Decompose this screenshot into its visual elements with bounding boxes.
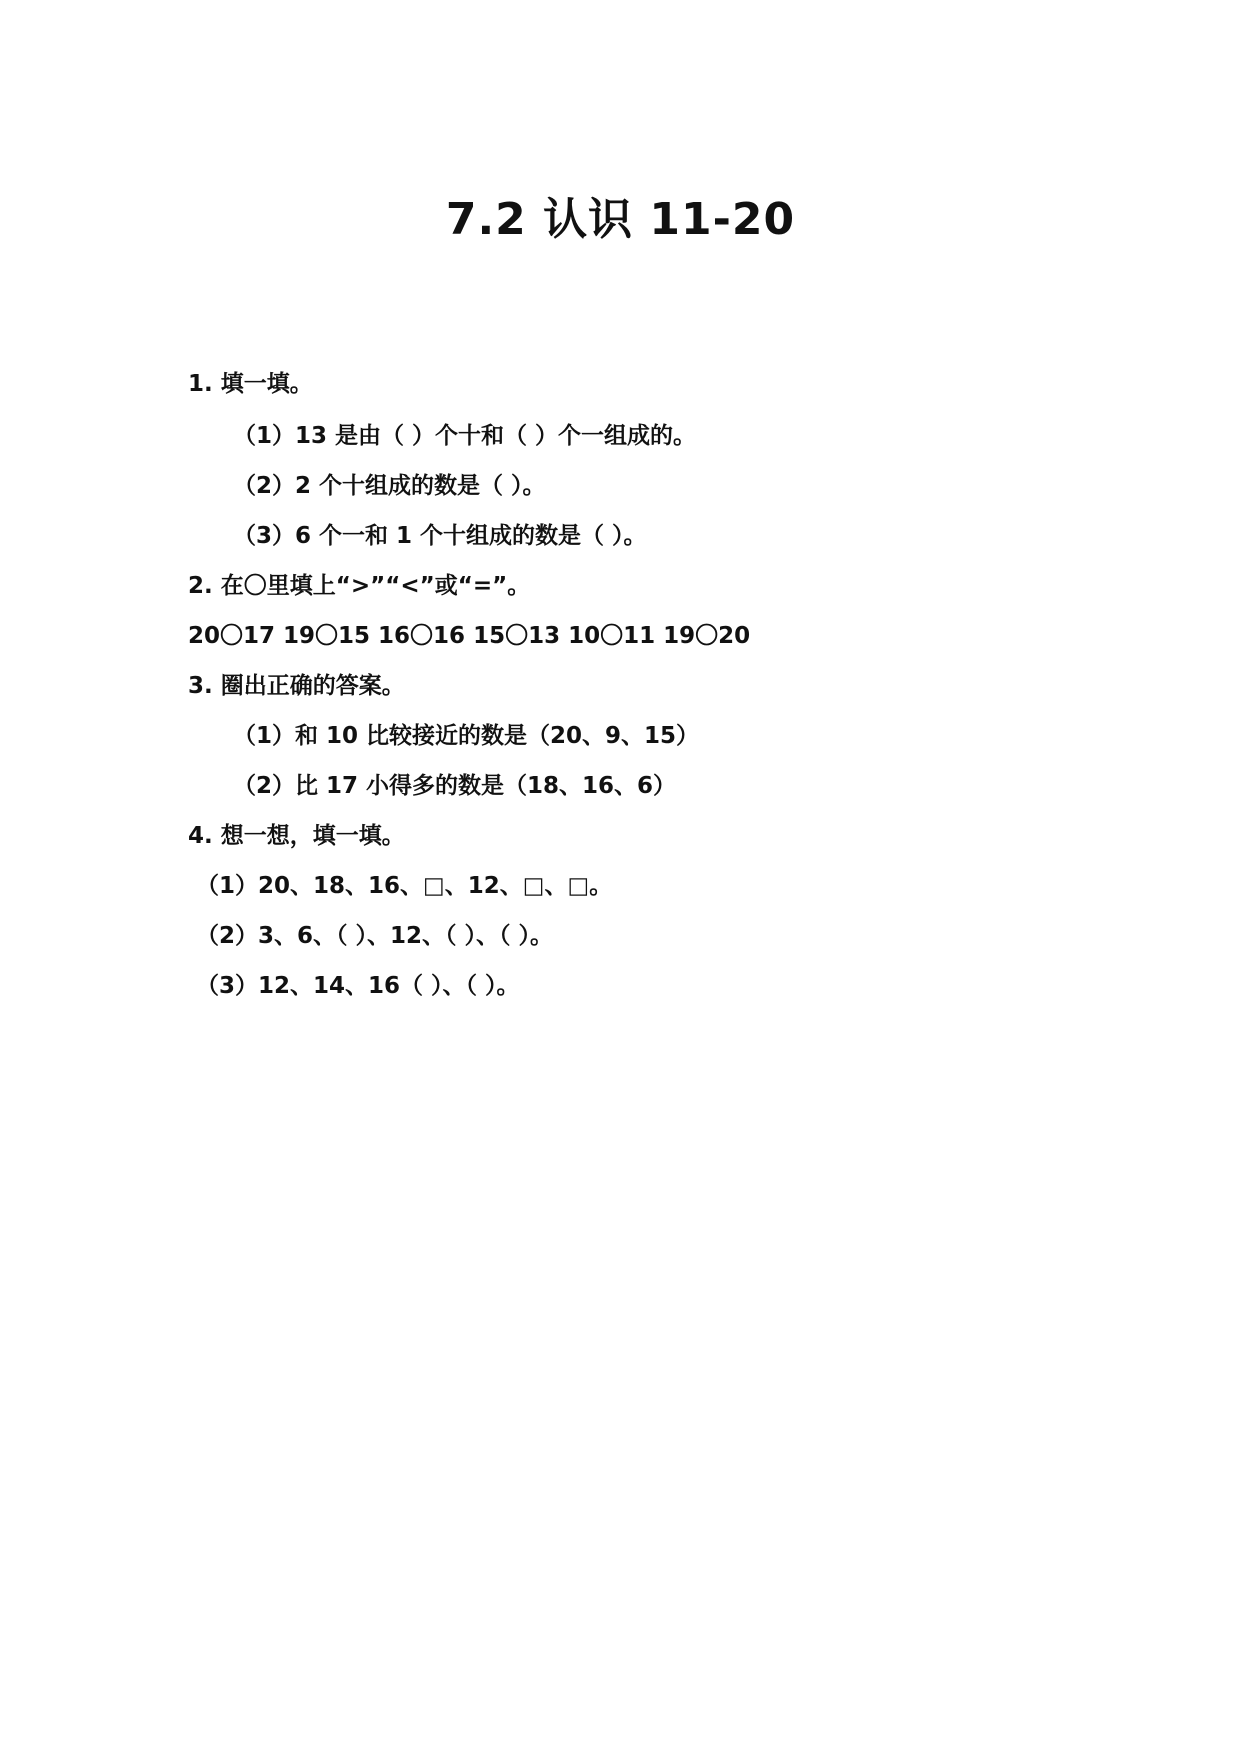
question-4-heading: 4. 想一想，填一填。: [188, 823, 405, 849]
question-2-heading: 2. 在〇里填上“>”“<”或“=”。: [188, 573, 531, 599]
question-1-heading: 1. 填一填。: [188, 371, 313, 397]
question-4-item-2: （2）3、6、（ ）、12、（ ）、（ ）。: [196, 923, 554, 949]
question-4-item-3: （3）12、14、16（ ）、（ ）。: [196, 973, 520, 999]
question-3-heading: 3. 圈出正确的答案。: [188, 673, 405, 699]
question-1-item-3: （3）6 个一和 1 个十组成的数是（ ）。: [233, 523, 647, 549]
question-1-item-2: （2）2 个十组成的数是（ ）。: [233, 473, 546, 499]
question-3-item-2: （2）比 17 小得多的数是（18、16、6）: [233, 773, 677, 799]
question-1-item-1: （1）13 是由（ ）个十和（ ）个一组成的。: [233, 423, 697, 449]
question-3-item-1: （1）和 10 比较接近的数是（20、9、15）: [233, 723, 700, 749]
question-4-item-1: （1）20、18、16、□、12、□、□。: [196, 873, 613, 899]
question-2-comparisons: 20〇17 19〇15 16〇16 15〇13 10〇11 19〇20: [188, 623, 751, 649]
page-title: 7.2 认识 11-20: [445, 194, 796, 245]
